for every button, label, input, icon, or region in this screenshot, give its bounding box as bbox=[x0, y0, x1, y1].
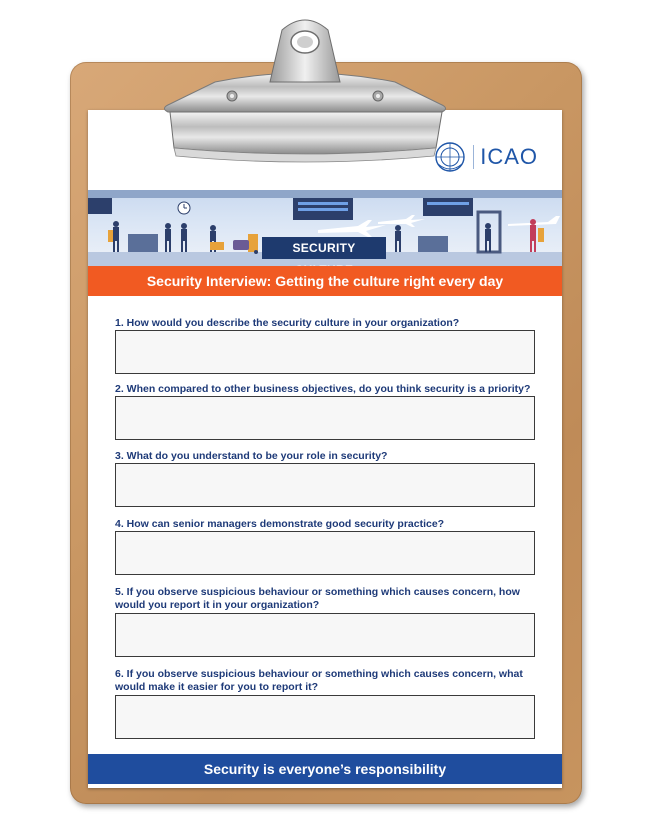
airport-illustration-banner bbox=[88, 190, 562, 266]
security-culture-label: SECURITY bbox=[262, 237, 386, 259]
answer-box-3[interactable] bbox=[115, 463, 535, 507]
icao-wordmark: ICAO bbox=[473, 145, 538, 169]
footer-slogan: Security is everyone’s responsibility bbox=[88, 754, 562, 784]
answer-box-6[interactable] bbox=[115, 695, 535, 739]
clipboard-clip-icon bbox=[160, 8, 450, 168]
interview-sheet bbox=[88, 110, 562, 788]
interview-title: Security Interview: Getting the culture right every day bbox=[88, 266, 562, 296]
answer-box-4[interactable] bbox=[115, 531, 535, 575]
answer-box-5[interactable] bbox=[115, 613, 535, 657]
question-2: 2. When compared to other business objectives, do you think security is a priority? bbox=[115, 383, 531, 395]
question-4: 4. How can senior managers demonstrate good security practice? bbox=[115, 518, 445, 530]
question-3: 3. What do you understand to be your role in security? bbox=[115, 450, 388, 462]
answer-box-2[interactable] bbox=[115, 396, 535, 440]
question-5: 5. If you observe suspicious behaviour or something which causes concern, how would you report it in your organization? bbox=[115, 586, 520, 611]
answer-box-1[interactable] bbox=[115, 330, 535, 374]
question-1: 1. How would you describe the security culture in your organization? bbox=[115, 317, 460, 329]
question-6: 6. If you observe suspicious behaviour or something which causes concern, what would make it easier for you to report it? bbox=[115, 668, 523, 693]
